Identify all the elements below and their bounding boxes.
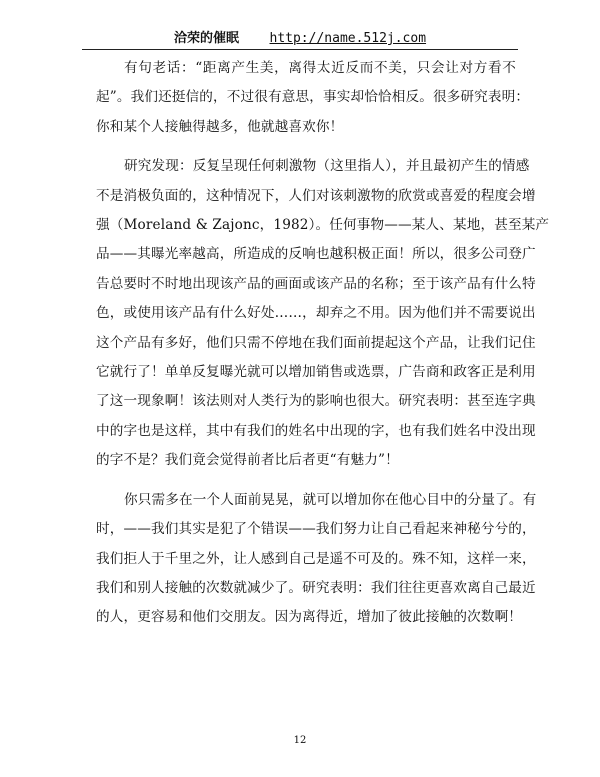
header-site-link[interactable]: http://name.512j.com — [269, 31, 427, 46]
paragraph-line: 时，——我们其实是犯了个错误——我们努力让自己看起来神秘兮兮的， — [96, 521, 536, 538]
paragraph-line: 我们和别人接触的次数就减少了。研究表明：我们往往更喜欢离自己最近 — [96, 579, 536, 596]
paragraph-line: 色，或使用该产品有什么好处……，却弃之不用。因为他们并不需要说出 — [96, 305, 536, 322]
paragraph-line: 你和某个人接触得越多，他就越喜欢你！ — [96, 118, 344, 135]
paragraph-line: 强（Moreland & Zajonc，1982）。任何事物——某人、某地，甚至某产 — [96, 217, 550, 234]
paragraph-3 — [96, 486, 537, 633]
paragraph-line: 你只需多在一个人面前晃晃，就可以增加你在他心目中的分量了。有 — [124, 491, 537, 508]
paragraph-1 — [96, 54, 530, 142]
page-number: 12 — [293, 735, 307, 746]
paragraph-line: 品——其曝光率越高，所造成的反响也越积极正面！所以，很多公司登广 — [96, 246, 536, 263]
paragraph-line: 有句老话：“距离产生美，离得太近反而不美，只会让对方看不 — [124, 60, 516, 76]
paragraph-spacer — [96, 476, 516, 486]
paragraph-line: 了这一现象啊！该法则对人类行为的影响也很大。研究表明：甚至连字典 — [96, 393, 536, 410]
paragraph-line: 起”。我们还挺信的，不过很有意思，事实却恰恰相反。很多研究表明： — [96, 89, 530, 106]
paragraph-2 — [96, 152, 550, 475]
header-title: 洽荣的催眠 — [173, 31, 239, 46]
paragraph-line: 告总要时不时地出现该产品的画面或该产品的名称；至于该产品有什么特 — [96, 275, 536, 292]
paragraph-spacer — [96, 142, 516, 152]
paragraph-line: 它就行了！单单反复曝光就可以增加销售或选票，广告商和政客正是利用 — [96, 364, 536, 381]
paragraph-line: 的人，更容易和他们交朋友。因为离得近，增加了彼此接触的次数啊！ — [96, 609, 523, 626]
paragraph-line: 不是消极负面的，这种情况下，人们对该刺激物的欣赏或喜爱的程度会增 — [96, 187, 536, 204]
document-body — [96, 54, 550, 633]
paragraph-line: 中的字也是这样，其中有我们的姓名中出现的字，也有我们姓名中没出现 — [96, 422, 536, 439]
paragraph-line: 研究发现：反复呈现任何刺激物（这里指人），并且最初产生的情感 — [124, 158, 530, 175]
paragraph-line: 的字不是？我们竟会觉得前者比后者更“有魅力”！ — [96, 452, 399, 469]
paragraph-line: 我们拒人于千里之外，让人感到自己是遥不可及的。殊不知，这样一来， — [96, 550, 536, 567]
header-divider — [82, 49, 518, 50]
paragraph-line: 这个产品有多好，他们只需不停地在我们面前提起这个产品，让我们记住 — [96, 334, 536, 351]
page-header — [0, 30, 600, 48]
